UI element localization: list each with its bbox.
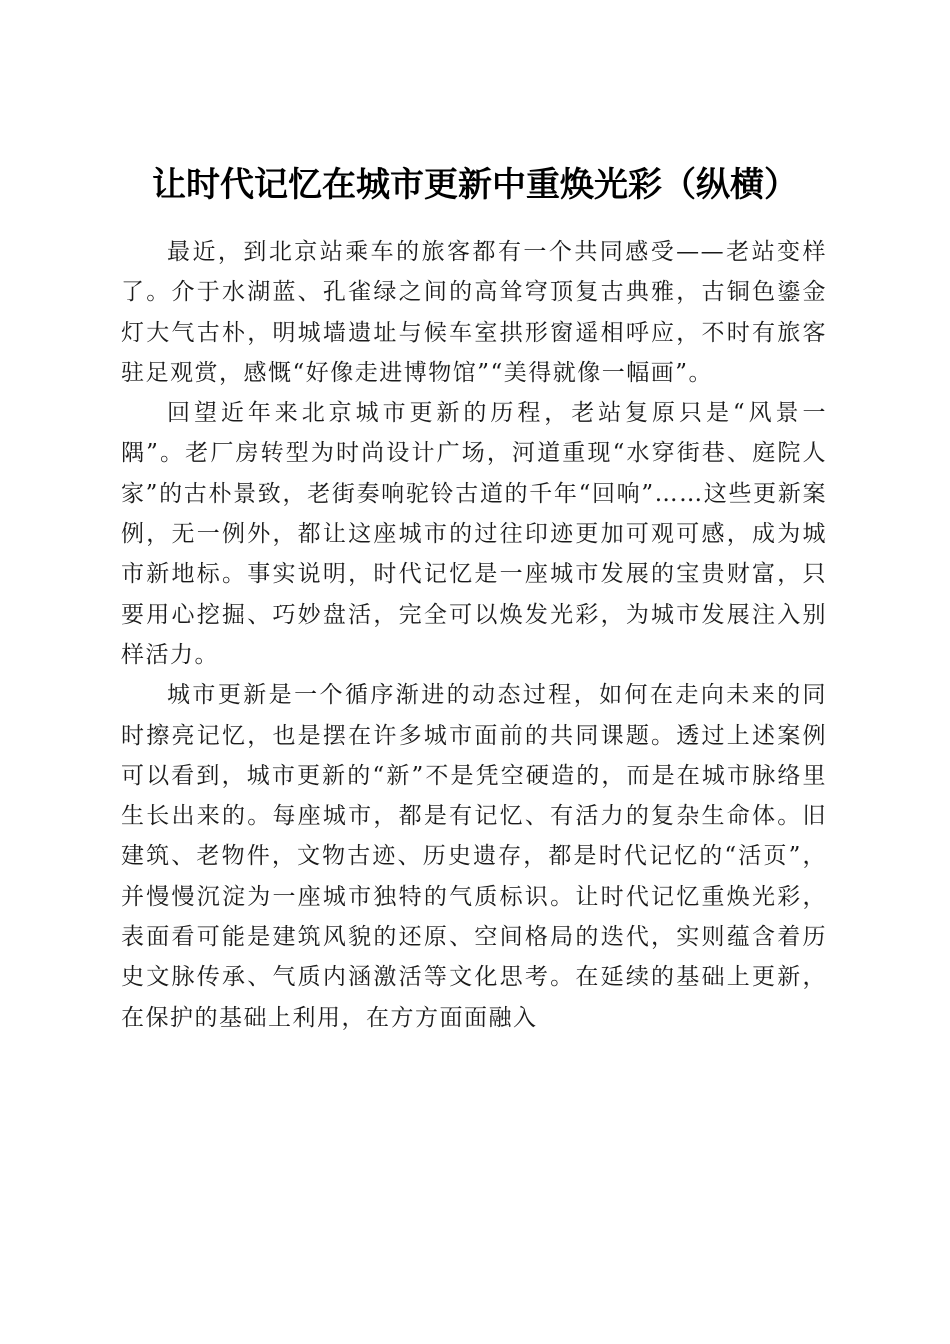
paragraph-1: 最近，到北京站乘车的旅客都有一个共同感受——老站变样了。介于水湖蓝、孔雀绿之间的高耸穹顶复古典雅，古铜色鎏金灯大气古朴，明城墙遗址与候车室拱形窗遥相呼应，不时有旅客驻足观赏，感慨“好像走进博物馆”“美得就像一幅画”。: [121, 239, 827, 386]
paragraph-3: 城市更新是一个循序渐进的动态过程，如何在走向未来的同时擦亮记忆，也是摆在许多城市面前的共同课题。透过上述案例可以看到，城市更新的“新”不是凭空硬造的，而是在城市脉络里生长出来的。每座城市，都是有记忆、有活力的复杂生命体。旧建筑、老物件，文物古迹、历史遗存，都是时代记忆的“活页”，并慢慢沉淀为一座城市独特的气质标识。让时代记忆重焕光彩，表面看可能是建筑风貌的还原、空间格局的迭代，实则蕴含着历史文脉传承、气质内涵激活等文化思考。在延续的基础上更新，在保护的基础上利用，在方方面面融入: [121, 682, 827, 1031]
paragraph-2: 回望近年来北京城市更新的历程，老站复原只是“风景一隅”。老厂房转型为时尚设计广场，河道重现“水穿街巷、庭院人家”的古朴景致，老街奏响驼铃古道的千年“回响”……这些更新案例，无一例外，都让这座城市的过往印迹更加可观可感，成为城市新地标。事实说明，时代记忆是一座城市发展的宝贵财富，只要用心挖掘、巧妙盘活，完全可以焕发光彩，为城市发展注入别样活力。: [121, 400, 827, 668]
article-body: [121, 232, 827, 1038]
article-title: 让时代记忆在城市更新中重焕光彩（纵横）: [152, 164, 798, 205]
